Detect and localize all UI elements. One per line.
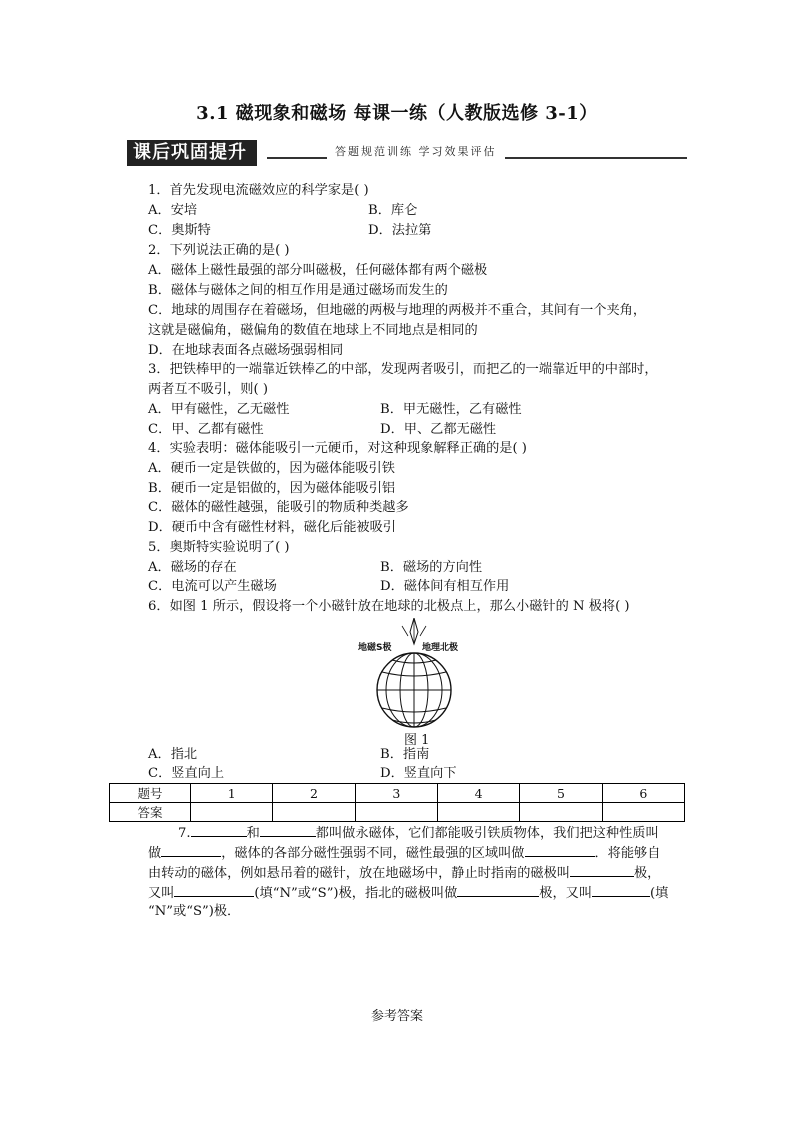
q7-text-11: (填 (650, 886, 669, 901)
question-3-stem-cont: 两者互不吸引，则( ) (148, 382, 268, 397)
question-6-option-a: A．指北 (148, 747, 198, 762)
question-2-option-b: B．磁体与磁体之间的相互作用是通过磁场而发生的 (148, 283, 448, 298)
question-5-stem: 5．奥斯特实验说明了( ) (148, 540, 290, 555)
banner-label: 课后巩固提升 (127, 140, 257, 166)
question-7-line-2 (148, 842, 660, 864)
q7-text-4: ，磁体的各部分磁性强弱不同，磁性最强的区域叫做 (221, 846, 525, 861)
answer-table-number-6: 6 (602, 784, 684, 803)
answer-table-number-2: 2 (273, 784, 355, 803)
answer-table-answer-row (110, 803, 685, 822)
answer-table-number-4: 4 (437, 784, 519, 803)
answer-cell-2[interactable] (273, 803, 355, 822)
question-4-option-d: D．硬币中含有磁性材料，磁化后能被吸引 (148, 520, 396, 535)
section-banner (127, 140, 687, 168)
question-3-option-b: B．甲无磁性，乙有磁性 (380, 402, 522, 417)
question-6-option-d: D．竖直向下 (380, 766, 457, 781)
answer-table (109, 783, 685, 822)
q7-text-1: 和 (246, 826, 260, 841)
answer-cell-1[interactable] (191, 803, 273, 822)
banner-subtitle: 答题规范训练 学习效果评估 (327, 143, 505, 159)
question-3-option-d: D．甲、乙都无磁性 (380, 422, 497, 437)
answer-table-number-5: 5 (520, 784, 602, 803)
q7-blank-8[interactable] (592, 882, 650, 897)
page-title: 3.1 磁现象和磁场 每课一练（人教版选修 3-1） (196, 103, 598, 124)
q7-text-2: 都叫做永磁体，它们都能吸引铁质物体，我们把这种性质叫 (315, 826, 659, 841)
answer-table-number-1: 1 (191, 784, 273, 803)
answer-table-header-row (110, 784, 685, 803)
answer-cell-4[interactable] (437, 803, 519, 822)
question-3-stem: 3．把铁棒甲的一端靠近铁棒乙的中部，发现两者吸引，而把乙的一端靠近甲的中部时， (148, 362, 658, 377)
question-5-option-d: D．磁体间有相互作用 (380, 579, 510, 594)
question-2-option-a: A．磁体上磁性最强的部分叫磁极，任何磁体都有两个磁极 (148, 263, 488, 278)
question-3-option-a: A．甲有磁性，乙无磁性 (148, 402, 290, 417)
question-6-option-b: B．指南 (380, 747, 430, 762)
question-1-option-a: A．安培 (148, 203, 198, 218)
answer-table-header-label: 题号 (110, 784, 191, 803)
answer-table-number-3: 3 (355, 784, 437, 803)
question-2-option-c-cont: 这就是磁偏角，磁偏角的数值在地球上不同地点是相同的 (148, 323, 478, 338)
question-7-line-4 (148, 882, 668, 904)
q7-blank-4[interactable] (525, 842, 595, 857)
answer-cell-6[interactable] (602, 803, 684, 822)
figure-label-geographic-north: 地理北极 (422, 643, 459, 653)
question-7-line-1 (178, 822, 659, 844)
q7-text-9: (填“N”或“S”)极，指北的磁极叫做 (254, 886, 458, 901)
q7-blank-7[interactable] (457, 882, 539, 897)
question-1-option-c: C．奥斯特 (148, 223, 211, 238)
answer-cell-3[interactable] (355, 803, 437, 822)
figure-label-magnetic-south: 地磁S极 (358, 643, 392, 653)
q7-blank-3[interactable] (161, 842, 221, 857)
question-3-option-c: C．甲、乙都有磁性 (148, 422, 264, 437)
question-5-option-a: A．磁场的存在 (148, 560, 237, 575)
question-4-option-b: B．硬币一定是铝做的，因为磁体能吸引铝 (148, 481, 396, 496)
question-6-option-c: C．竖直向上 (148, 766, 225, 781)
reference-answer-heading: 参考答案 (370, 1009, 423, 1024)
question-5-option-b: B．磁场的方向性 (380, 560, 483, 575)
question-2-option-c: C．地球的周围存在着磁场，但地磁的两极与地理的两极并不重合，其间有一个夹角， (148, 303, 647, 318)
figure-earth-compass (358, 618, 478, 746)
q7-text-8: 又叫 (148, 886, 175, 901)
q7-text-3: 做 (148, 846, 162, 861)
q7-blank-6[interactable] (174, 882, 254, 897)
q7-blank-1[interactable] (191, 822, 247, 837)
question-5-option-c: C．电流可以产生磁场 (148, 579, 277, 594)
question-2-option-d: D．在地球表面各点磁场强弱相同 (148, 343, 344, 358)
question-1-option-b: B．库仑 (368, 203, 418, 218)
answer-table-answer-label: 答案 (110, 803, 191, 822)
figure-caption: 图 1 (404, 733, 430, 748)
answer-cell-5[interactable] (520, 803, 602, 822)
question-7-line-5: “N”或“S”)极． (148, 904, 241, 919)
q7-blank-2[interactable] (260, 822, 316, 837)
question-1-stem: 1．首先发现电流磁效应的科学家是( ) (148, 183, 369, 198)
question-2-stem: 2．下列说法正确的是( ) (148, 243, 290, 258)
question-4-option-a: A．硬币一定是铁做的，因为磁体能吸引铁 (148, 461, 395, 476)
q7-number: 7. (178, 826, 191, 841)
question-6-stem: 6．如图 1 所示，假设将一个小磁针放在地球的北极点上，那么小磁针的 N 极将( ) (148, 599, 630, 614)
question-4-stem: 4．实验表明：磁体能吸引一元硬币，对这种现象解释正确的是( ) (148, 441, 527, 456)
q7-text-5: ．将能够自 (594, 846, 661, 861)
q7-text-10: 极，又叫 (539, 886, 593, 901)
q7-text-7: 极， (634, 866, 661, 881)
globe-icon (358, 618, 478, 733)
question-7-line-3 (148, 862, 660, 884)
question-4-option-c: C．磁体的磁性越强，能吸引的物质种类越多 (148, 500, 409, 515)
q7-text-6: 由转动的磁体，例如悬吊着的磁针，放在地磁场中，静止时指南的磁极叫 (148, 866, 570, 881)
question-1-option-d: D．法拉第 (368, 223, 432, 238)
q7-blank-5[interactable] (570, 862, 634, 877)
